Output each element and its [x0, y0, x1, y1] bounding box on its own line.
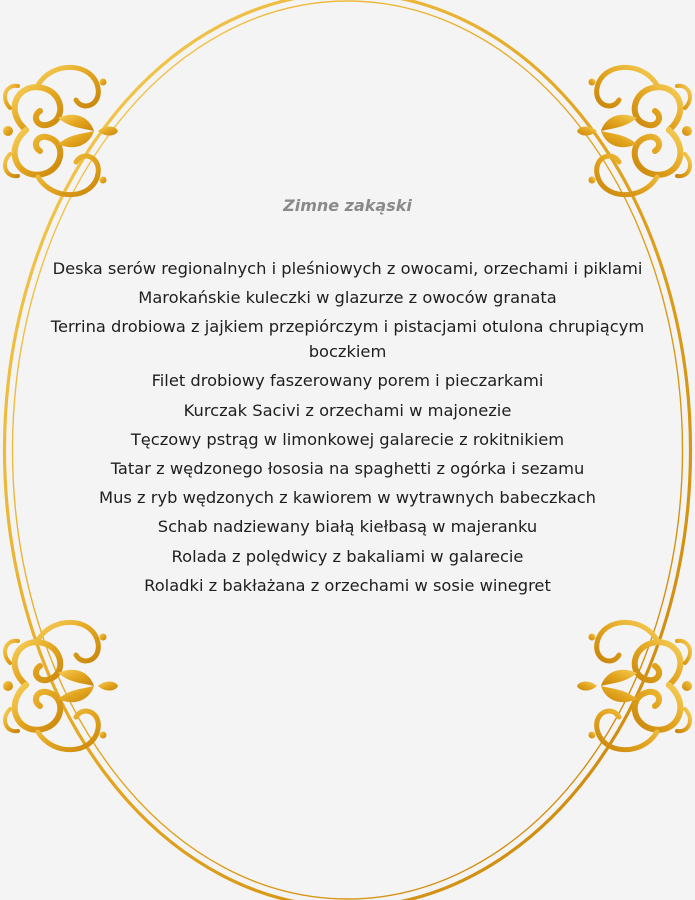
- dish-item: Deska serów regionalnych i pleśniowych z owocami, orzechami i piklami: [52, 259, 643, 278]
- dish-item: Rolada z polędwicy z bakaliami w galarecie: [171, 546, 524, 566]
- dish-item: Filet drobiowy faszerowany porem i pieczarkami: [151, 371, 544, 391]
- dish-item: Marokańskie kuleczki w glazurze z owoców granata: [138, 288, 557, 308]
- dish-list: [20, 254, 675, 600]
- dish-item: Schab nadziewany białą kiełbasą w majeranku: [157, 517, 538, 537]
- dish-item: Mus z ryb wędzonych z kawiorem w wytrawnych babeczkach: [99, 488, 596, 508]
- dish-item: Roladki z bakłażana z orzechami w sosie winegret: [144, 575, 551, 595]
- dish-item: Tęczowy pstrąg w limonkowej galarecie z rokitnikiem: [130, 429, 565, 449]
- dish-item: Kurczak Sacivi z orzechami w majonezie: [183, 400, 512, 420]
- dish-item: Tatar z wędzonego łososia na spaghetti z ogórka i sezamu: [110, 459, 585, 479]
- dish-item: Terrina drobiowa z jajkiem przepiórczym i pistacjami otulona chrupiącym boczkiem: [50, 317, 645, 362]
- section-title: Zimne zakąski: [283, 196, 412, 215]
